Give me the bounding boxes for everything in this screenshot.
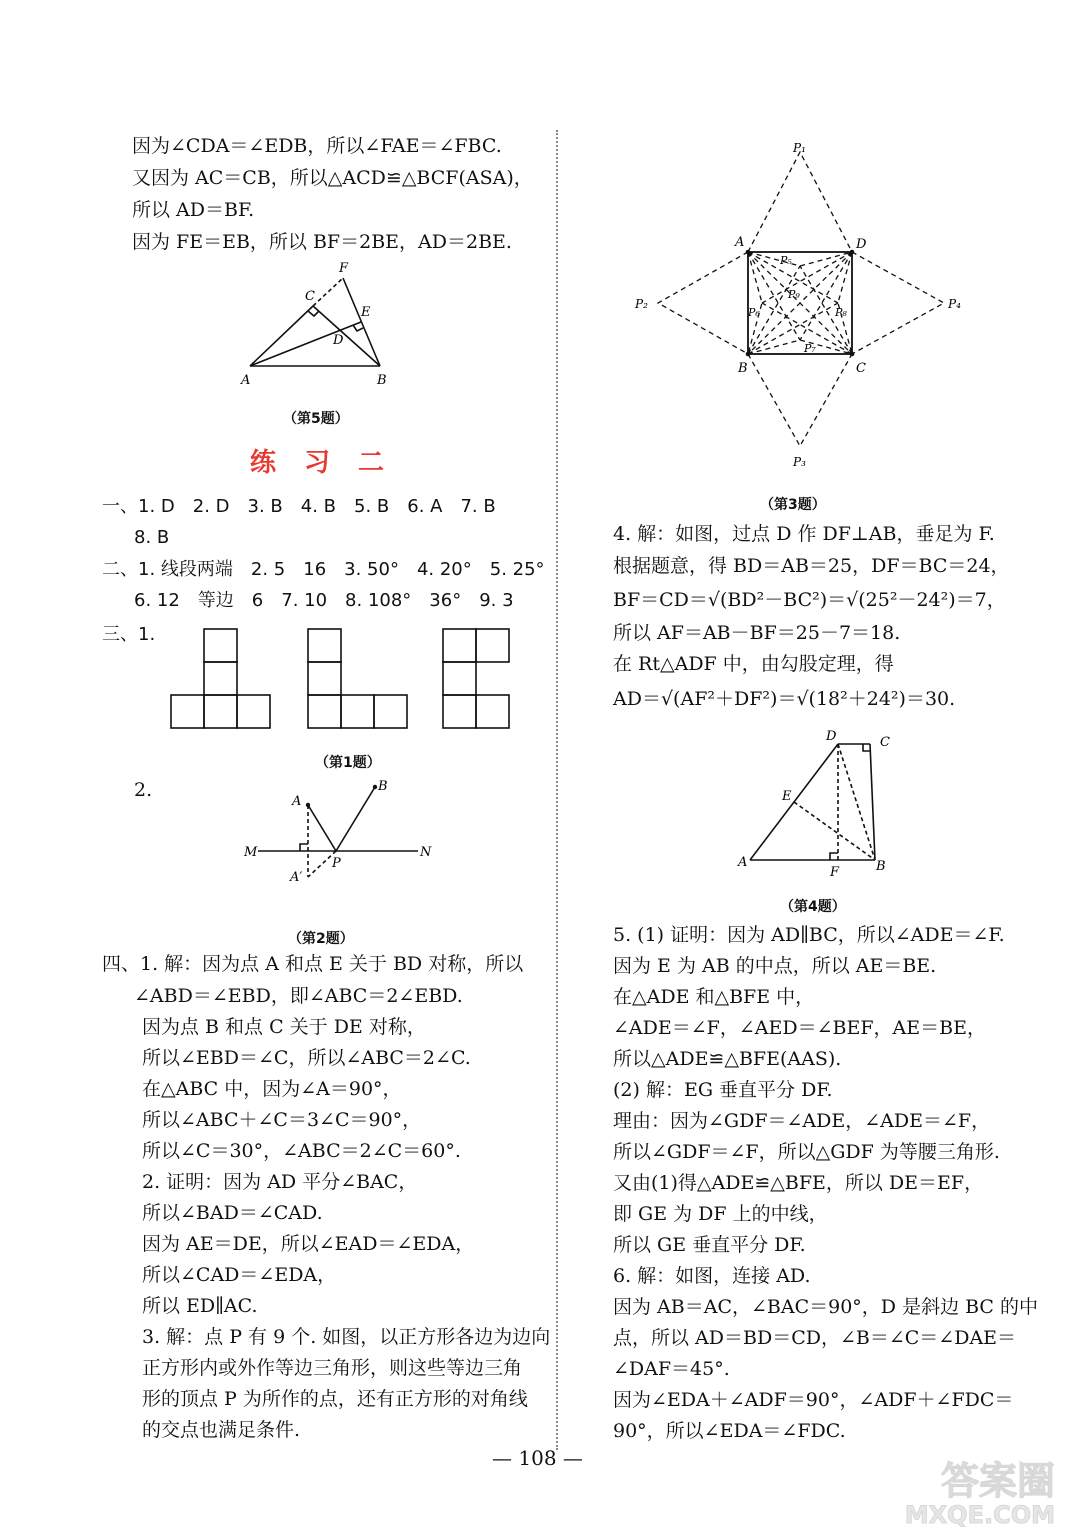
q5-line-11: 所以 GE 垂直平分 DF. — [613, 1234, 806, 1256]
q5-line-8: 所以∠GDF＝∠F，所以△GDF 为等腰三角形. — [613, 1141, 1000, 1163]
s4-line-13: 3. 解：点 P 有 9 个. 如图，以正方形各边为边向 — [142, 1326, 551, 1348]
q4-line-5: 在 Rt△ADF 中，由勾股定理，得 — [613, 653, 894, 675]
figure-5 — [235, 258, 405, 390]
s4-line-4: 所以∠EBD＝∠C，所以∠ABC＝2∠C. — [142, 1047, 471, 1069]
q4-line-2: 根据题意，得 BD＝AB＝25，DF＝BC＝24， — [613, 555, 1010, 577]
s4-line-3: 因为点 B 和点 C 关于 DE 对称， — [142, 1016, 426, 1038]
fig2-label-a-prime: A′ — [290, 870, 303, 885]
fig3-label-p1: P₁ — [793, 141, 806, 155]
left-p1-line-4: 因为 FE＝EB，所以 BF＝2BE，AD＝2BE. — [132, 231, 512, 253]
section-title: 练习二 — [250, 448, 413, 478]
fig3-label-p5: P₅ — [780, 254, 792, 267]
q5-line-4: ∠ADE＝∠F，∠AED＝∠BEF，AE＝BE， — [613, 1017, 986, 1039]
q5-line-2: 因为 E 为 AB 的中点，所以 AE＝BE. — [613, 955, 937, 977]
fig5-label-c: C — [305, 289, 315, 304]
fig3-label-p8: P₈ — [835, 306, 847, 319]
fig3-caption: （第3题） — [760, 497, 826, 513]
s2-line-1: 二、1. 线段两端 2. 5 16 3. 50° 4. 20° 5. 25° — [102, 559, 545, 580]
left-p1-line-2: 又因为 AC＝CB，所以△ACD≌△BCF(ASA)， — [132, 167, 533, 189]
s4-line-10: 因为 AE＝DE，所以∠EAD＝∠EDA， — [142, 1233, 475, 1255]
watermark-logo — [875, 1460, 1055, 1530]
fig4-label-b: B — [876, 859, 886, 874]
q5-line-5: 所以△ADE≌△BFE(AAS). — [613, 1048, 842, 1070]
s4-line-5: 在△ABC 中，因为∠A＝90°， — [142, 1078, 402, 1100]
q4-line-3: BF＝CD＝√(BD²－BC²)＝√(25²－24²)＝7， — [613, 589, 1006, 611]
s4-line-14: 正方形内或外作等边三角形，则这些等边三角 — [142, 1357, 523, 1379]
q4-line-1: 4. 解：如图，过点 D 作 DF⊥AB，垂足为 F. — [613, 523, 995, 545]
fig3-label-p9: P₉ — [788, 288, 800, 301]
fig4-caption: （第4题） — [780, 899, 846, 915]
s4-line-1: 四、1. 解：因为点 A 和点 E 关于 BD 对称，所以 — [102, 953, 524, 975]
figure-1 — [168, 625, 518, 733]
fig5-label-a: A — [241, 373, 251, 388]
fig4-label-c: C — [880, 735, 890, 750]
s4-line-2: ∠ABD＝∠EBD，即∠ABC＝2∠EBD. — [134, 985, 463, 1007]
q6-line-1: 6. 解：如图，连接 AD. — [613, 1265, 811, 1287]
fig3-label-c: C — [856, 361, 866, 376]
fig5-label-b: B — [377, 373, 387, 388]
s2-line-2: 6. 12 等边 6 7. 10 8. 108° 36° 9. 3 — [134, 590, 514, 611]
s1-line-1: 一、1. D 2. D 3. B 4. B 5. B 6. A 7. B — [102, 496, 496, 517]
s4-line-8: 2. 证明：因为 AD 平分∠BAC， — [142, 1171, 418, 1193]
fig3-label-a: A — [735, 235, 745, 250]
q6-line-2: 因为 AB＝AC，∠BAC＝90°，D 是斜边 BC 的中 — [613, 1296, 1039, 1318]
fig5-caption: （第5题） — [283, 411, 349, 427]
q4-line-6: AD＝√(AF²＋DF²)＝√(18²＋24²)＝30. — [613, 688, 956, 710]
s4-line-16: 的交点也满足条件. — [142, 1419, 301, 1441]
fig2-label-m: M — [244, 845, 258, 860]
watermark-line-1: 答案圈 — [940, 1459, 1055, 1503]
fig5-label-f: F — [339, 261, 349, 276]
page-number: — 108 — — [492, 1446, 583, 1470]
s4-line-11: 所以∠CAD＝∠EDA， — [142, 1264, 337, 1286]
q6-line-3: 点，所以 AD＝BD＝CD，∠B＝∠C＝∠DAE＝ — [613, 1327, 1017, 1349]
q5-line-10: 即 GE 为 DF 上的中线， — [613, 1203, 828, 1225]
q6-line-4: ∠DAF＝45°. — [613, 1358, 730, 1380]
fig2-label-p: P — [332, 856, 341, 871]
s4-line-9: 所以∠BAD＝∠CAD. — [142, 1202, 323, 1224]
s4-line-7: 所以∠C＝30°，∠ABC＝2∠C＝60°. — [142, 1140, 461, 1162]
s1-line-2: 8. B — [134, 527, 170, 548]
fig2-label-n: N — [420, 845, 432, 860]
fig3-label-p6: P₆ — [748, 306, 760, 319]
fig4-label-a: A — [738, 855, 748, 870]
fig3-label-p4: P₄ — [948, 297, 961, 311]
s4-line-15: 形的顶点 P 为所作的点，还有正方形的对角线 — [142, 1388, 528, 1410]
q5-line-9: 又由(1)得△ADE≌△BFE，所以 DE＝EF， — [613, 1172, 984, 1194]
fig2-label-b: B — [378, 779, 388, 794]
q2-label: 2. — [134, 779, 153, 801]
fig4-label-d: D — [826, 729, 837, 744]
figure-2 — [240, 775, 440, 885]
fig4-label-e: E — [782, 789, 792, 804]
left-p1-line-3: 所以 AD＝BF. — [132, 199, 255, 221]
fig3-label-p2: P₂ — [635, 297, 648, 311]
fig3-label-b: B — [738, 361, 748, 376]
left-p1-line-1: 因为∠CDA＝∠EDB，所以∠FAE＝∠FBC. — [132, 135, 502, 157]
q5-line-7: 理由：因为∠GDF＝∠ADE，∠ADE＝∠F， — [613, 1110, 991, 1132]
fig2-label-a: A — [292, 794, 302, 809]
q4-line-4: 所以 AF＝AB－BF＝25－7＝18. — [613, 622, 901, 644]
fig3-label-p3: P₃ — [793, 455, 806, 469]
fig2-caption: （第2题） — [288, 931, 354, 947]
q5-line-6: (2) 解：EG 垂直平分 DF. — [613, 1079, 833, 1101]
fig5-label-d: D — [333, 333, 344, 348]
figure-4 — [730, 724, 900, 876]
watermark-line-2: MXQE.COM — [904, 1501, 1055, 1529]
q5-line-3: 在△ADE 和△BFE 中， — [613, 986, 815, 1008]
figure-3 — [630, 140, 970, 470]
fig1-caption: （第1题） — [315, 755, 381, 771]
s4-line-6: 所以∠ABC＋∠C＝3∠C＝90°， — [142, 1109, 422, 1131]
s3-label: 三、1. — [102, 624, 156, 645]
fig5-label-e: E — [361, 305, 371, 320]
fig4-label-f: F — [830, 865, 840, 876]
q6-line-6: 90°，所以∠EDA＝∠FDC. — [613, 1420, 846, 1442]
column-divider — [556, 130, 558, 1450]
q5-line-1: 5. (1) 证明：因为 AD∥BC，所以∠ADE＝∠F. — [613, 924, 1005, 946]
q6-line-5: 因为∠EDA＋∠ADF＝90°，∠ADF＋∠FDC＝ — [613, 1389, 1014, 1411]
s4-line-12: 所以 ED∥AC. — [142, 1295, 258, 1317]
fig3-label-d: D — [856, 237, 867, 252]
fig3-label-p7: P₇ — [804, 342, 816, 355]
